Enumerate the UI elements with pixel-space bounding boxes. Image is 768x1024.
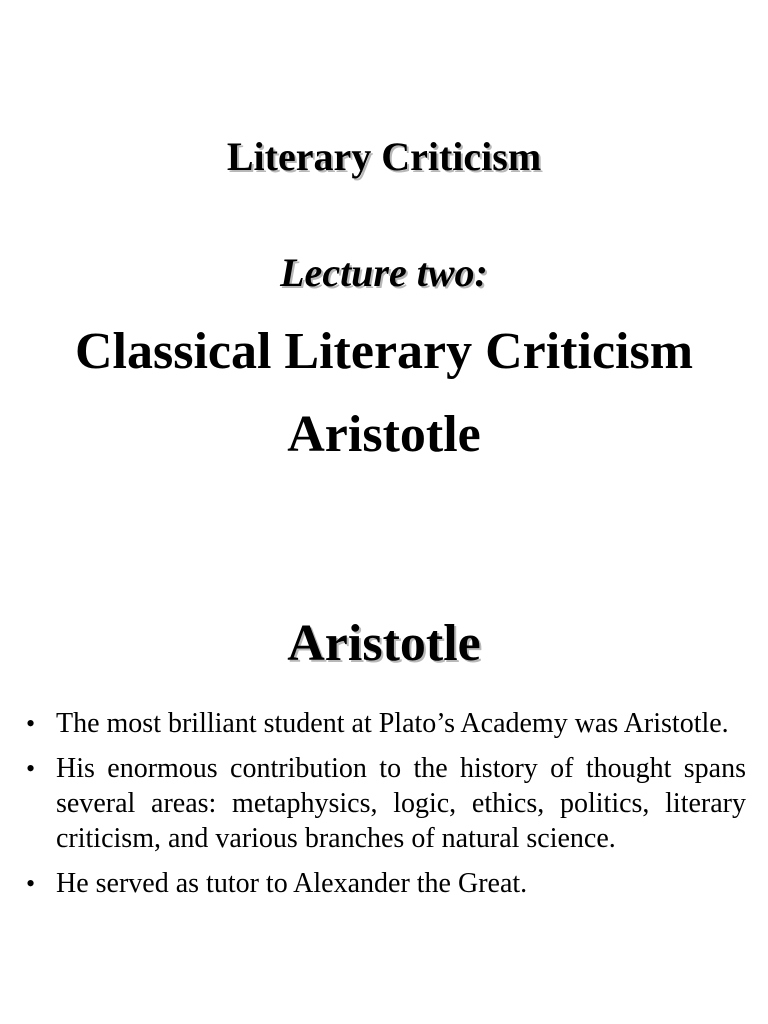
bullet-list <box>26 706 746 911</box>
bullet-text: The most brilliant student at Plato’s Academy was Aristotle. <box>56 708 729 739</box>
list-item <box>26 706 746 741</box>
bullet-icon: • <box>26 754 36 783</box>
content-slide <box>0 560 768 1024</box>
section-heading: Aristotle <box>287 615 481 672</box>
list-item <box>26 751 746 856</box>
subject-title: Aristotle <box>287 406 481 463</box>
course-title: Literary Criticism <box>226 134 542 179</box>
bullet-icon: • <box>26 709 36 738</box>
main-title: Classical Literary Criticism <box>74 323 694 380</box>
lecture-label: Lecture two: <box>280 250 488 295</box>
bullet-text: He served as tutor to Alexander the Great. <box>56 868 528 899</box>
list-item <box>26 866 746 901</box>
bullet-icon: • <box>26 869 36 898</box>
bullet-text: His enormous contribution to the history of thought spans several areas: metaphysics, logic, ethics, politics, literary criticism, and various branches of natural science. <box>56 753 746 854</box>
